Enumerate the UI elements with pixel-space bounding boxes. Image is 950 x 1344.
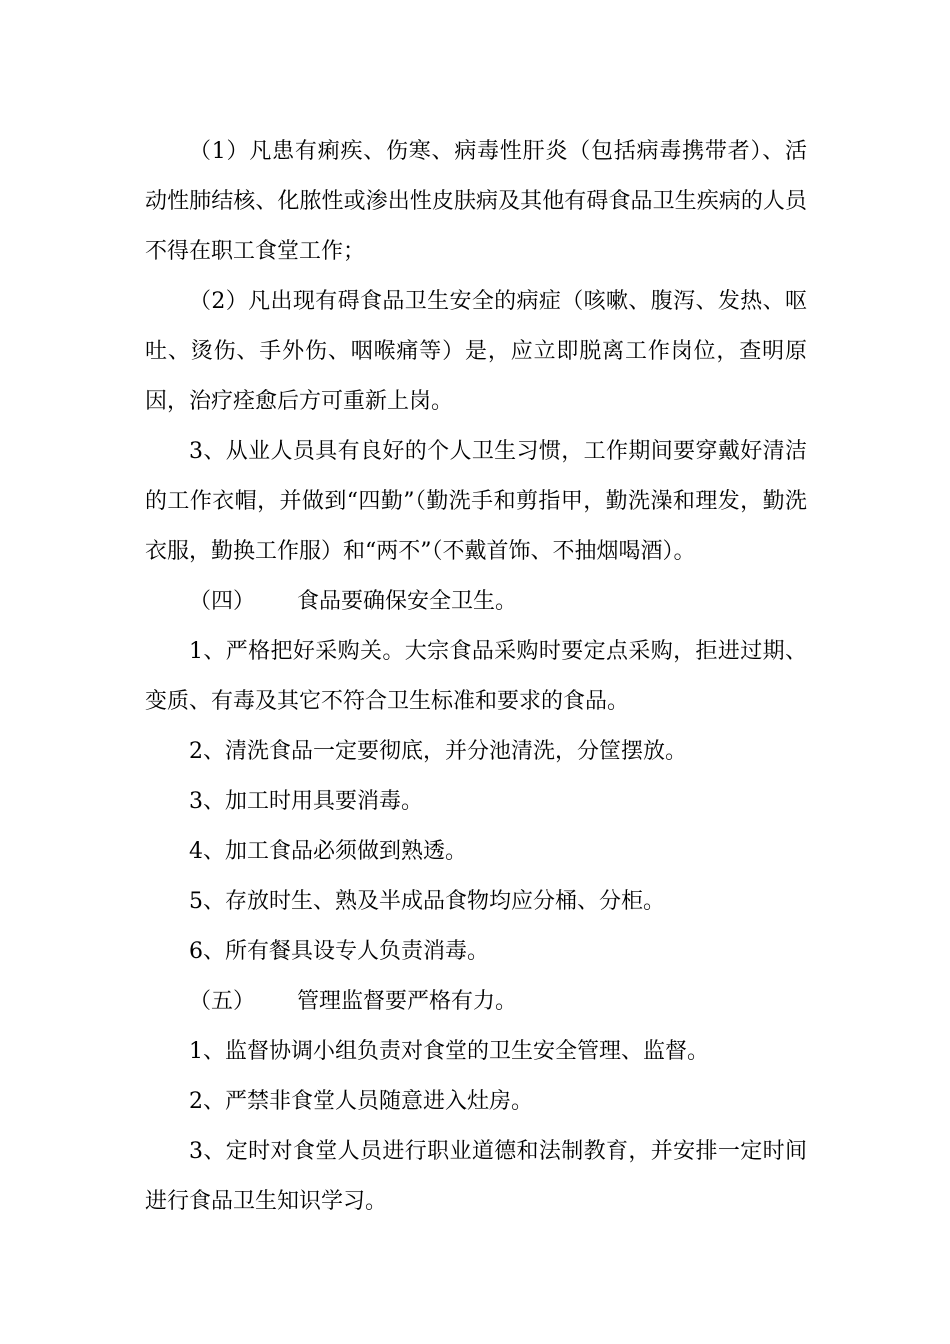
paragraph-9: 5、存放时生、熟及半成品食物均应分桶、分柜。	[189, 889, 665, 914]
paragraph-5: 1、严格把好采购关。大宗食品采购时要定点采购，拒进过期、变质、有毒及其它不符合卫生标准和要求的食品。	[145, 639, 807, 714]
paragraph-2: （2）凡出现有碍食品卫生安全的病症（咳嗽、腹泻、发热、呕吐、烫伤、手外伤、咽喉痛等）是，应立即脱离工作岗位，查明原因，治疗痊愈后方可重新上岗。	[145, 289, 807, 414]
section-heading-4: （四） 食品要确保安全卫生。	[189, 589, 517, 614]
document-body	[145, 127, 807, 1227]
paragraph-3: 3、从业人员具有良好的个人卫生习惯，工作期间要穿戴好清洁的工作衣帽，并做到“四勤”（勤洗手和剪指甲，勤洗澡和理发，勤洗衣服，勤换工作服）和“两不”（不戴首饰、不抽烟喝酒）。	[145, 439, 807, 564]
paragraph-6: 2、清洗食品一定要彻底，并分池清洗，分筐摆放。	[189, 739, 687, 764]
paragraph-14: 3、定时对食堂人员进行职业道德和法制教育，并安排一定时间进行食品卫生知识学习。	[145, 1139, 807, 1214]
paragraph-7: 3、加工时用具要消毒。	[189, 789, 423, 814]
paragraph-1: （1）凡患有痢疾、伤寒、病毒性肝炎（包括病毒携带者）、活动性肺结核、化脓性或渗出性皮肤病及其他有碍食品卫生疾病的人员不得在职工食堂工作；	[145, 139, 807, 264]
section-heading-5: （五） 管理监督要严格有力。	[189, 989, 517, 1014]
paragraph-12: 1、监督协调小组负责对食堂的卫生安全管理、监督。	[189, 1039, 709, 1064]
paragraph-13: 2、严禁非食堂人员随意进入灶房。	[189, 1089, 533, 1114]
paragraph-8: 4、加工食品必须做到熟透。	[189, 839, 467, 864]
paragraph-10: 6、所有餐具设专人负责消毒。	[189, 939, 489, 964]
